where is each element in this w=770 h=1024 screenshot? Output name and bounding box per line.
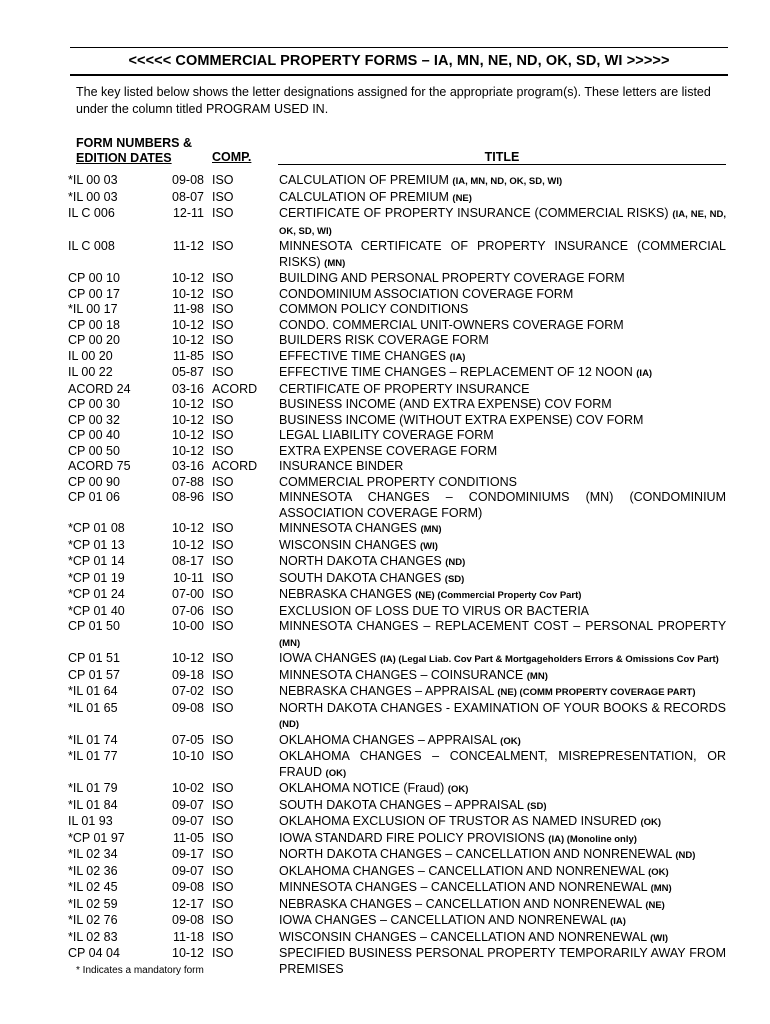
table-row: [0, 930, 770, 947]
edition-date: 10-12: [172, 443, 204, 458]
form-title: [279, 619, 726, 651]
company: ISO: [212, 428, 234, 442]
state-note: (ND): [445, 557, 466, 568]
company: ISO: [212, 814, 234, 828]
table-row: [0, 587, 770, 604]
form-title-text: SOUTH DAKOTA CHANGES – APPRAISAL: [279, 797, 524, 812]
form-number: CP 00 90: [68, 474, 120, 489]
edition-date: 10-12: [172, 333, 204, 347]
form-number: *IL 02 76: [68, 913, 118, 927]
edition-date: 12-17: [172, 896, 204, 911]
table-row: [0, 397, 770, 413]
company: ISO: [212, 781, 234, 795]
edition-date: 05-87: [172, 365, 204, 379]
table-row: [0, 701, 770, 733]
company: ISO: [212, 286, 234, 301]
table-row: [0, 604, 770, 620]
page-title: <<<<< COMMERCIAL PROPERTY FORMS – IA, MN, NE, ND, OK, SD, WI >>>>>: [70, 47, 728, 76]
edition-date: 10-12: [172, 537, 204, 552]
table-row: [0, 847, 770, 864]
form-title-text: COMMON POLICY CONDITIONS: [279, 302, 469, 316]
edition-date: 07-05: [172, 732, 204, 747]
form-title: [279, 538, 726, 555]
form-number: CP 00 30: [68, 397, 120, 411]
edition-date: 10-12: [172, 946, 204, 960]
state-note: (IA) (Legal Liab. Cov Part & Mortgageholders Errors & Omissions Cov Part): [379, 654, 719, 665]
state-note: (OK): [648, 866, 669, 878]
form-title-text: NEBRASKA CHANGES: [279, 587, 412, 601]
form-number: *IL 02 83: [68, 929, 118, 944]
form-title-text: CERTIFICATE OF PROPERTY INSURANCE (COMMERCIAL RISKS): [279, 206, 669, 220]
company: ISO: [212, 317, 234, 332]
form-title-text: MINNESOTA CHANGES – REPLACEMENT COST – PERSONAL PROPERTY: [279, 619, 726, 633]
edition-date: 11-12: [172, 239, 204, 253]
form-title: [279, 349, 726, 366]
table-row: [0, 459, 770, 475]
form-title-text: EFFECTIVE TIME CHANGES – REPLACEMENT OF 12 NOON: [279, 365, 633, 379]
form-number: *IL 02 34: [68, 847, 118, 861]
form-number: CP 01 50: [68, 619, 120, 633]
edition-date: 03-16: [172, 459, 204, 473]
form-title: [279, 365, 726, 382]
edition-date: 10-12: [172, 317, 204, 332]
form-title-text: CONDO. COMMERCIAL UNIT-OWNERS COVERAGE FORM: [279, 317, 624, 332]
form-number: CP 00 50: [68, 443, 120, 458]
form-title: [279, 897, 726, 914]
comp-header: COMP.: [212, 150, 252, 164]
form-number: *IL 02 45: [68, 880, 118, 894]
form-numbers-header-line2: EDITION DATES: [76, 151, 172, 165]
table-row: [0, 913, 770, 930]
form-title: [279, 413, 726, 429]
form-number: ACORD 75: [68, 459, 131, 473]
form-title: [279, 814, 726, 831]
form-title-text: OKLAHOMA CHANGES – CONCEALMENT, MISREPRESENTATION, OR FRAUD: [279, 749, 726, 779]
form-title: [279, 880, 726, 897]
form-title-text: EFFECTIVE TIME CHANGES: [279, 348, 447, 363]
edition-date: 10-00: [172, 619, 204, 633]
form-title-text: MINNESOTA CERTIFICATE OF PROPERTY INSURANCE (COMMERCIAL RISKS): [279, 239, 726, 269]
form-title: [279, 733, 726, 750]
table-row: [0, 651, 770, 668]
edition-date: 07-88: [172, 474, 204, 489]
form-title: [279, 651, 726, 668]
form-title: [279, 798, 726, 815]
company: ISO: [212, 797, 234, 812]
table-row: [0, 668, 770, 685]
form-title-text: IOWA CHANGES: [279, 651, 377, 665]
company: ISO: [212, 896, 234, 911]
form-number: CP 01 06: [68, 490, 120, 504]
form-title: [279, 930, 726, 947]
company: ISO: [212, 537, 234, 552]
state-note: (IA, MN, ND, OK, SD, WI): [452, 176, 563, 187]
form-title: [279, 444, 726, 460]
edition-date: 09-07: [172, 797, 204, 812]
form-title-text: OKLAHOMA CHANGES – CANCELLATION AND NONRENEWAL: [279, 863, 645, 878]
company: ISO: [212, 365, 234, 379]
form-title: [279, 382, 726, 398]
form-title: [279, 684, 726, 701]
edition-date: 10-12: [172, 521, 204, 535]
state-note: (MN): [650, 883, 672, 894]
state-note: (OK): [500, 735, 521, 747]
form-title: [279, 190, 726, 207]
edition-date: 10-12: [172, 428, 204, 442]
form-number: CP 00 20: [68, 333, 120, 347]
edition-date: 11-18: [172, 929, 204, 944]
table-row: [0, 831, 770, 848]
form-number: CP 00 18: [68, 317, 120, 332]
company: ISO: [212, 749, 234, 763]
table-row: [0, 814, 770, 831]
form-title-text: WISCONSIN CHANGES – CANCELLATION AND NONRENEWAL: [279, 929, 647, 944]
form-number: IL C 006: [68, 206, 115, 220]
state-note: (ND): [675, 850, 696, 861]
form-number: CP 04 04: [68, 946, 120, 960]
form-number: *IL 01 65: [68, 700, 118, 715]
company: ISO: [212, 443, 234, 458]
company: ISO: [212, 490, 234, 504]
table-row: [0, 302, 770, 318]
form-number: *IL 01 64: [68, 684, 118, 698]
company: ISO: [212, 651, 234, 665]
state-note: (NE): [452, 192, 472, 204]
form-title-text: CERTIFICATE OF PROPERTY INSURANCE: [279, 381, 530, 396]
form-number: *CP 01 19: [68, 570, 125, 585]
table-row: [0, 490, 770, 521]
form-number: *IL 01 79: [68, 781, 118, 795]
form-title: [279, 173, 726, 190]
state-note: (SD): [527, 800, 547, 812]
form-title-text: SOUTH DAKOTA CHANGES: [279, 570, 442, 585]
table-row: [0, 190, 770, 207]
edition-date: 12-11: [172, 206, 204, 220]
company: ISO: [212, 863, 234, 878]
state-note: (OK): [447, 784, 469, 795]
table-row: [0, 318, 770, 334]
company: ISO: [212, 173, 234, 187]
form-numbers-header: [76, 136, 192, 166]
table-row: [0, 173, 770, 190]
company: ISO: [212, 271, 234, 285]
state-note: (IA): [636, 368, 653, 379]
table-row: [0, 382, 770, 398]
form-title-text: MINNESOTA CHANGES: [279, 521, 417, 535]
form-title-text: IOWA CHANGES – CANCELLATION AND NONRENEWAL: [279, 913, 607, 927]
title-header: TITLE: [278, 150, 726, 165]
form-title: [279, 475, 726, 491]
form-title-text: MINNESOTA CHANGES – COINSURANCE: [279, 667, 524, 682]
form-title: [279, 668, 726, 685]
company: ISO: [212, 619, 234, 633]
form-title-text: IOWA STANDARD FIRE POLICY PROVISIONS: [279, 830, 545, 845]
form-title-text: NEBRASKA CHANGES – CANCELLATION AND NONRENEWAL: [279, 896, 642, 911]
form-number: *IL 00 17: [68, 302, 118, 316]
edition-date: 08-96: [172, 490, 204, 504]
company: ISO: [212, 570, 234, 585]
form-number: *CP 01 08: [68, 521, 125, 535]
edition-date: 03-16: [172, 381, 204, 396]
form-title: [279, 554, 726, 571]
company: ACORD: [212, 381, 258, 396]
company: ISO: [212, 684, 234, 698]
form-title: [279, 521, 726, 538]
form-title: [279, 397, 726, 413]
table-row: [0, 880, 770, 897]
table-row: [0, 798, 770, 815]
forms-table: [0, 173, 770, 977]
form-title-text: OKLAHOMA EXCLUSION OF TRUSTOR AS NAMED INSURED: [279, 814, 637, 828]
table-row: [0, 571, 770, 588]
edition-date: 10-12: [172, 271, 204, 285]
edition-date: 10-02: [172, 781, 204, 795]
form-title: [279, 604, 726, 620]
company: ISO: [212, 554, 234, 568]
form-title: [279, 946, 726, 977]
form-number: CP 01 57: [68, 667, 120, 682]
edition-date: 08-07: [172, 189, 204, 204]
form-number: *IL 00 03: [68, 189, 118, 204]
table-row: [0, 733, 770, 750]
form-number: CP 00 17: [68, 286, 120, 301]
edition-date: 09-07: [172, 814, 204, 828]
form-number: *IL 01 74: [68, 732, 118, 747]
form-title-text: BUILDING AND PERSONAL PROPERTY COVERAGE FORM: [279, 271, 625, 285]
form-title-text: CALCULATION OF PREMIUM: [279, 173, 449, 187]
company: ISO: [212, 667, 234, 682]
state-note: (MN): [279, 637, 301, 649]
edition-date: 11-05: [172, 830, 204, 845]
company: ISO: [212, 239, 234, 253]
form-number: CP 00 10: [68, 271, 120, 285]
company: ISO: [212, 847, 234, 861]
table-row: [0, 749, 770, 781]
edition-date: 09-08: [172, 913, 204, 927]
form-title: [279, 428, 726, 444]
company: ISO: [212, 397, 234, 411]
form-title-text: BUILDERS RISK COVERAGE FORM: [279, 333, 489, 347]
company: ISO: [212, 206, 234, 220]
form-title: [279, 490, 726, 521]
form-number: IL 00 22: [68, 365, 113, 379]
table-row: [0, 349, 770, 366]
edition-date: 09-07: [172, 863, 204, 878]
form-numbers-header-line1: FORM NUMBERS &: [76, 136, 192, 150]
edition-date: 09-08: [172, 700, 204, 715]
form-title: [279, 749, 726, 781]
form-title: [279, 913, 726, 930]
form-title-text: EXTRA EXPENSE COVERAGE FORM: [279, 443, 498, 458]
company: ISO: [212, 189, 234, 204]
form-title: [279, 206, 726, 239]
state-note: (NE) (Commercial Property Cov Part): [415, 590, 582, 601]
state-note: (OK): [640, 817, 662, 828]
edition-date: 07-06: [172, 603, 204, 618]
edition-date: 09-08: [172, 880, 204, 894]
company: ISO: [212, 929, 234, 944]
form-title-text: MINNESOTA CHANGES – CANCELLATION AND NONRENEWAL: [279, 880, 648, 894]
edition-date: 09-18: [172, 667, 204, 682]
table-row: [0, 538, 770, 555]
form-title: [279, 318, 726, 334]
form-number: *CP 01 97: [68, 830, 125, 845]
table-row: [0, 864, 770, 881]
table-row: [0, 619, 770, 651]
state-note: (SD): [444, 573, 465, 585]
form-title: [279, 271, 726, 287]
state-note: (MN): [526, 670, 548, 682]
intro-paragraph: The key listed below shows the letter designations assigned for the appropriate program(s). These letters are listed under the column titled PROGRAM USED IN.: [76, 85, 711, 116]
form-number: CP 00 40: [68, 428, 120, 442]
company: ISO: [212, 700, 234, 715]
company: ACORD: [212, 459, 258, 473]
form-title-text: MINNESOTA CHANGES – CONDOMINIUMS (MN) (CONDOMINIUM ASSOCIATION COVERAGE FORM): [279, 490, 726, 520]
table-row: [0, 428, 770, 444]
edition-date: 10-10: [172, 749, 204, 763]
edition-date: 10-11: [172, 570, 204, 585]
form-number: ACORD 24: [68, 381, 131, 396]
form-number: *CP 01 24: [68, 587, 125, 601]
company: ISO: [212, 732, 234, 747]
company: ISO: [212, 302, 234, 316]
table-row: [0, 684, 770, 701]
form-title-text: NORTH DAKOTA CHANGES: [279, 554, 442, 568]
form-title: [279, 831, 726, 848]
table-row: [0, 475, 770, 491]
form-title: [279, 459, 726, 475]
form-number: *CP 01 13: [68, 537, 125, 552]
edition-date: 10-12: [172, 397, 204, 411]
company: ISO: [212, 830, 234, 845]
state-note: (IA): [449, 351, 466, 363]
form-title-text: BUSINESS INCOME (AND EXTRA EXPENSE) COV FORM: [279, 397, 612, 411]
form-title: [279, 847, 726, 864]
form-number: *IL 01 84: [68, 797, 118, 812]
form-title-text: CALCULATION OF PREMIUM: [279, 189, 449, 204]
form-number: IL 01 93: [68, 814, 113, 828]
form-title-text: NEBRASKA CHANGES – APPRAISAL: [279, 684, 494, 698]
table-row: [0, 333, 770, 349]
footnote: * Indicates a mandatory form: [76, 965, 204, 976]
company: ISO: [212, 412, 234, 427]
table-row: [0, 271, 770, 287]
company: ISO: [212, 333, 234, 347]
table-row: [0, 897, 770, 914]
edition-date: 10-12: [172, 651, 204, 665]
form-number: *IL 02 36: [68, 863, 118, 878]
form-title: [279, 239, 726, 271]
form-title: [279, 302, 726, 318]
edition-date: 08-17: [172, 554, 204, 568]
state-note: (MN): [324, 257, 346, 269]
state-note: (OK): [325, 767, 347, 779]
form-title-text: INSURANCE BINDER: [279, 459, 404, 473]
edition-date: 09-17: [172, 847, 204, 861]
form-number: *IL 02 59: [68, 896, 118, 911]
state-note: (IA) (Monoline only): [548, 833, 637, 845]
table-row: [0, 413, 770, 429]
edition-date: 07-02: [172, 684, 204, 698]
form-title-text: NORTH DAKOTA CHANGES – CANCELLATION AND NONRENEWAL: [279, 847, 672, 861]
table-row: [0, 287, 770, 303]
company: ISO: [212, 913, 234, 927]
state-note: (MN): [420, 524, 442, 535]
state-note: (ND): [279, 719, 300, 730]
table-row: [0, 206, 770, 239]
form-title-text: LEGAL LIABILITY COVERAGE FORM: [279, 428, 494, 442]
form-number: *IL 01 77: [68, 749, 118, 763]
table-row: [0, 781, 770, 798]
edition-date: 07-00: [172, 587, 204, 601]
form-number: CP 01 51: [68, 651, 120, 665]
edition-date: 10-12: [172, 412, 204, 427]
form-title: [279, 287, 726, 303]
form-title-text: CONDOMINIUM ASSOCIATION COVERAGE FORM: [279, 286, 574, 301]
edition-date: 11-98: [172, 302, 204, 316]
form-title: [279, 587, 726, 604]
form-number: CP 00 32: [68, 412, 120, 427]
form-number: IL 00 20: [68, 348, 113, 363]
edition-date: 10-12: [172, 286, 204, 301]
form-title: [279, 571, 726, 588]
edition-date: 09-08: [172, 173, 204, 187]
company: ISO: [212, 521, 234, 535]
form-title-text: EXCLUSION OF LOSS DUE TO VIRUS OR BACTERIA: [279, 603, 590, 618]
form-title-text: NORTH DAKOTA CHANGES - EXAMINATION OF YOUR BOOKS & RECORDS: [279, 700, 726, 715]
company: ISO: [212, 474, 234, 489]
form-title: [279, 333, 726, 349]
table-row: [0, 239, 770, 271]
company: ISO: [212, 587, 234, 601]
table-row: [0, 444, 770, 460]
table-row: [0, 365, 770, 382]
state-note: (NE): [645, 899, 665, 911]
form-number: *IL 00 03: [68, 173, 118, 187]
form-title-text: COMMERCIAL PROPERTY CONDITIONS: [279, 474, 517, 489]
state-note: (IA, NE, ND, OK, SD, WI): [279, 209, 726, 237]
form-title-text: WISCONSIN CHANGES: [279, 537, 417, 552]
table-row: [0, 521, 770, 538]
state-note: (NE) (COMM PROPERTY COVERAGE PART): [497, 687, 696, 698]
table-row: [0, 554, 770, 571]
state-note: (WI): [420, 540, 438, 552]
state-note: (WI): [650, 932, 669, 944]
form-title: [279, 864, 726, 881]
form-title-text: OKLAHOMA CHANGES – APPRAISAL: [279, 732, 497, 747]
form-title-text: BUSINESS INCOME (WITHOUT EXTRA EXPENSE) COV FORM: [279, 412, 644, 427]
form-title-text: OKLAHOMA NOTICE (Fraud): [279, 781, 445, 795]
company: ISO: [212, 348, 234, 363]
form-number: IL C 008: [68, 239, 115, 253]
company: ISO: [212, 603, 234, 618]
company: ISO: [212, 880, 234, 894]
form-title-text: SPECIFIED BUSINESS PERSONAL PROPERTY TEMPORARILY AWAY FROM PREMISES: [279, 946, 726, 976]
form-number: *CP 01 40: [68, 603, 125, 618]
form-title: [279, 781, 726, 798]
company: ISO: [212, 946, 234, 960]
form-title: [279, 701, 726, 733]
edition-date: 11-85: [172, 348, 204, 363]
state-note: (IA): [610, 916, 626, 927]
form-number: *CP 01 14: [68, 554, 125, 568]
